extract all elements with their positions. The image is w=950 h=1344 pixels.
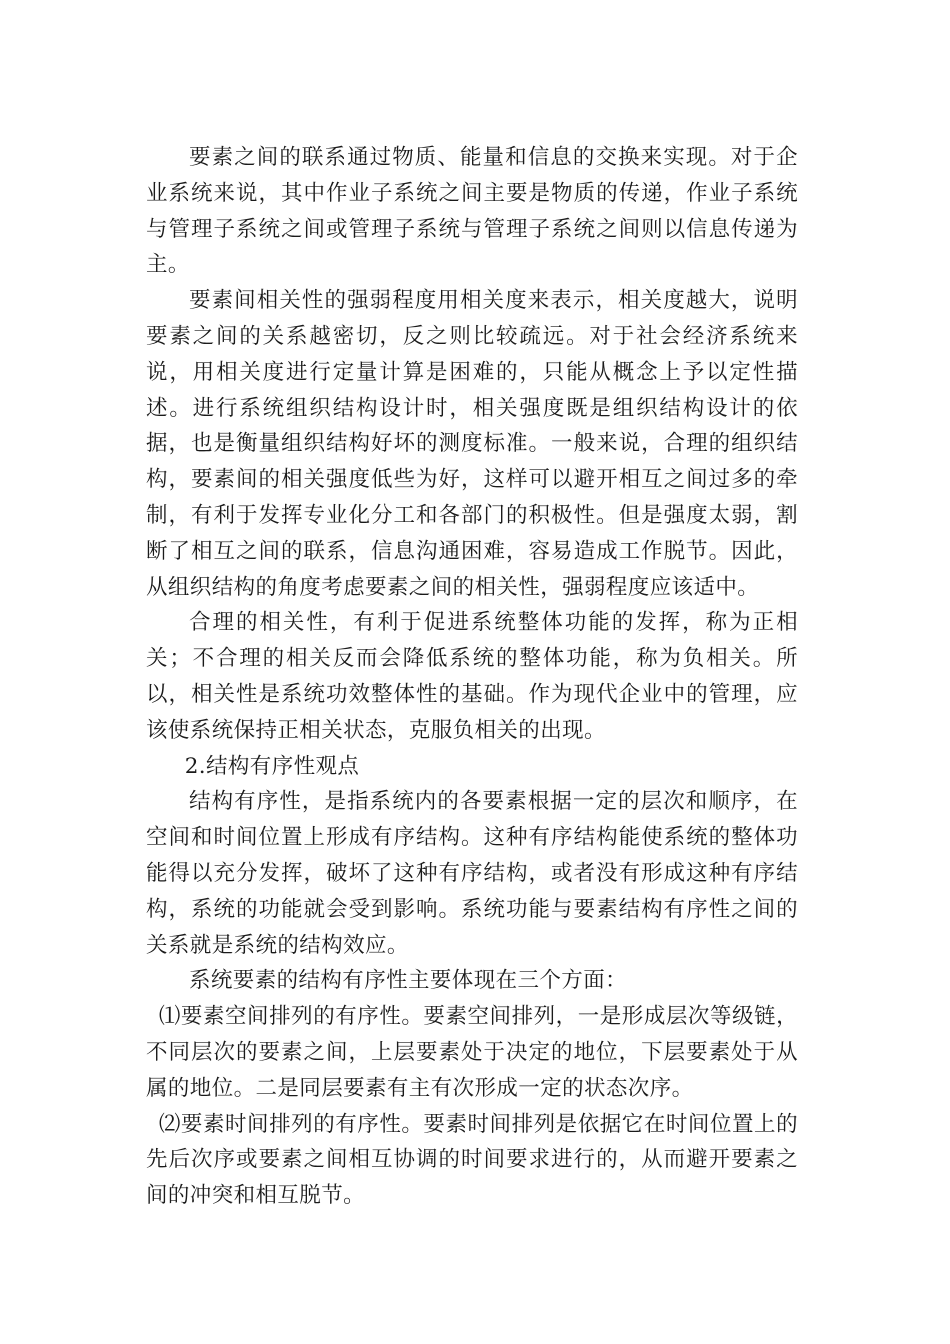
section-heading-structure-order: 2.结构有序性观点: [184, 753, 360, 779]
paragraph-three-aspects-intro: 系统要素的结构有序性主要体现在三个方面：: [189, 968, 628, 994]
paragraph-correlation-strength: 要素间相关性的强弱程度用相关度来表示，相关度越大，说明要素之间的关系越密切，反之则比较疏远。对于社会经济系统来说，用相关度进行定量计算是困难的，只能从概念上予以定性描述。进行系统组织结构设计时，相关强度既是组织结构设计的依据，也是衡量组织结构好坏的测度标准。一般来说，合理的组织结构，要素间的相关强度低些为好，这样可以避开相互之间过多的牵制，有利于发挥专业化分工和各部门的积极性。但是强度太弱，割断了相互之间的联系，信息沟通困难，容易造成工作脱节。因此，从组织结构的角度考虑要素之间的相关性，强弱程度应该适中。: [146, 288, 798, 600]
paragraph-element-connection: 要素之间的联系通过物质、能量和信息的交换来实现。对于企业系统来说，其中作业子系统之间主要是物质的传递，作业子系统与管理子系统之间或管理子系统与管理子系统之间则以信息传递为主。: [146, 145, 798, 278]
document-body: [146, 140, 798, 1214]
paragraph-positive-negative-correlation: 合理的相关性，有利于促进系统整体功能的发挥，称为正相关；不合理的相关反而会降低系统的整体功能，称为负相关。所以，相关性是系统功效整体性的基础。作为现代企业中的管理，应该使系统保持正相关状态，克服负相关的出现。: [146, 610, 798, 743]
list-item-temporal-order: ⑵要素时间排列的有序性。要素时间排列是依据它在时间位置上的先后次序或要素之间相互协调的时间要求进行的，从而避开要素之间的冲突和相互脱节。: [146, 1111, 798, 1209]
list-item-spatial-order: ⑴要素空间排列的有序性。要素空间排列，一是形成层次等级链，不同层次的要素之间，上层要素处于决定的地位，下层要素处于从属的地位。二是同层要素有主有次形成一定的状态次序。: [146, 1004, 798, 1101]
paragraph-structure-order-definition: 结构有序性，是指系统内的各要素根据一定的层次和顺序，在空间和时间位置上形成有序结构。这种有序结构能使系统的整体功能得以充分发挥，破坏了这种有序结构，或者没有形成这种有序结构，系统的功能就会受到影响。系统功能与要素结构有序性之间的关系就是系统的结构效应。: [146, 789, 798, 958]
